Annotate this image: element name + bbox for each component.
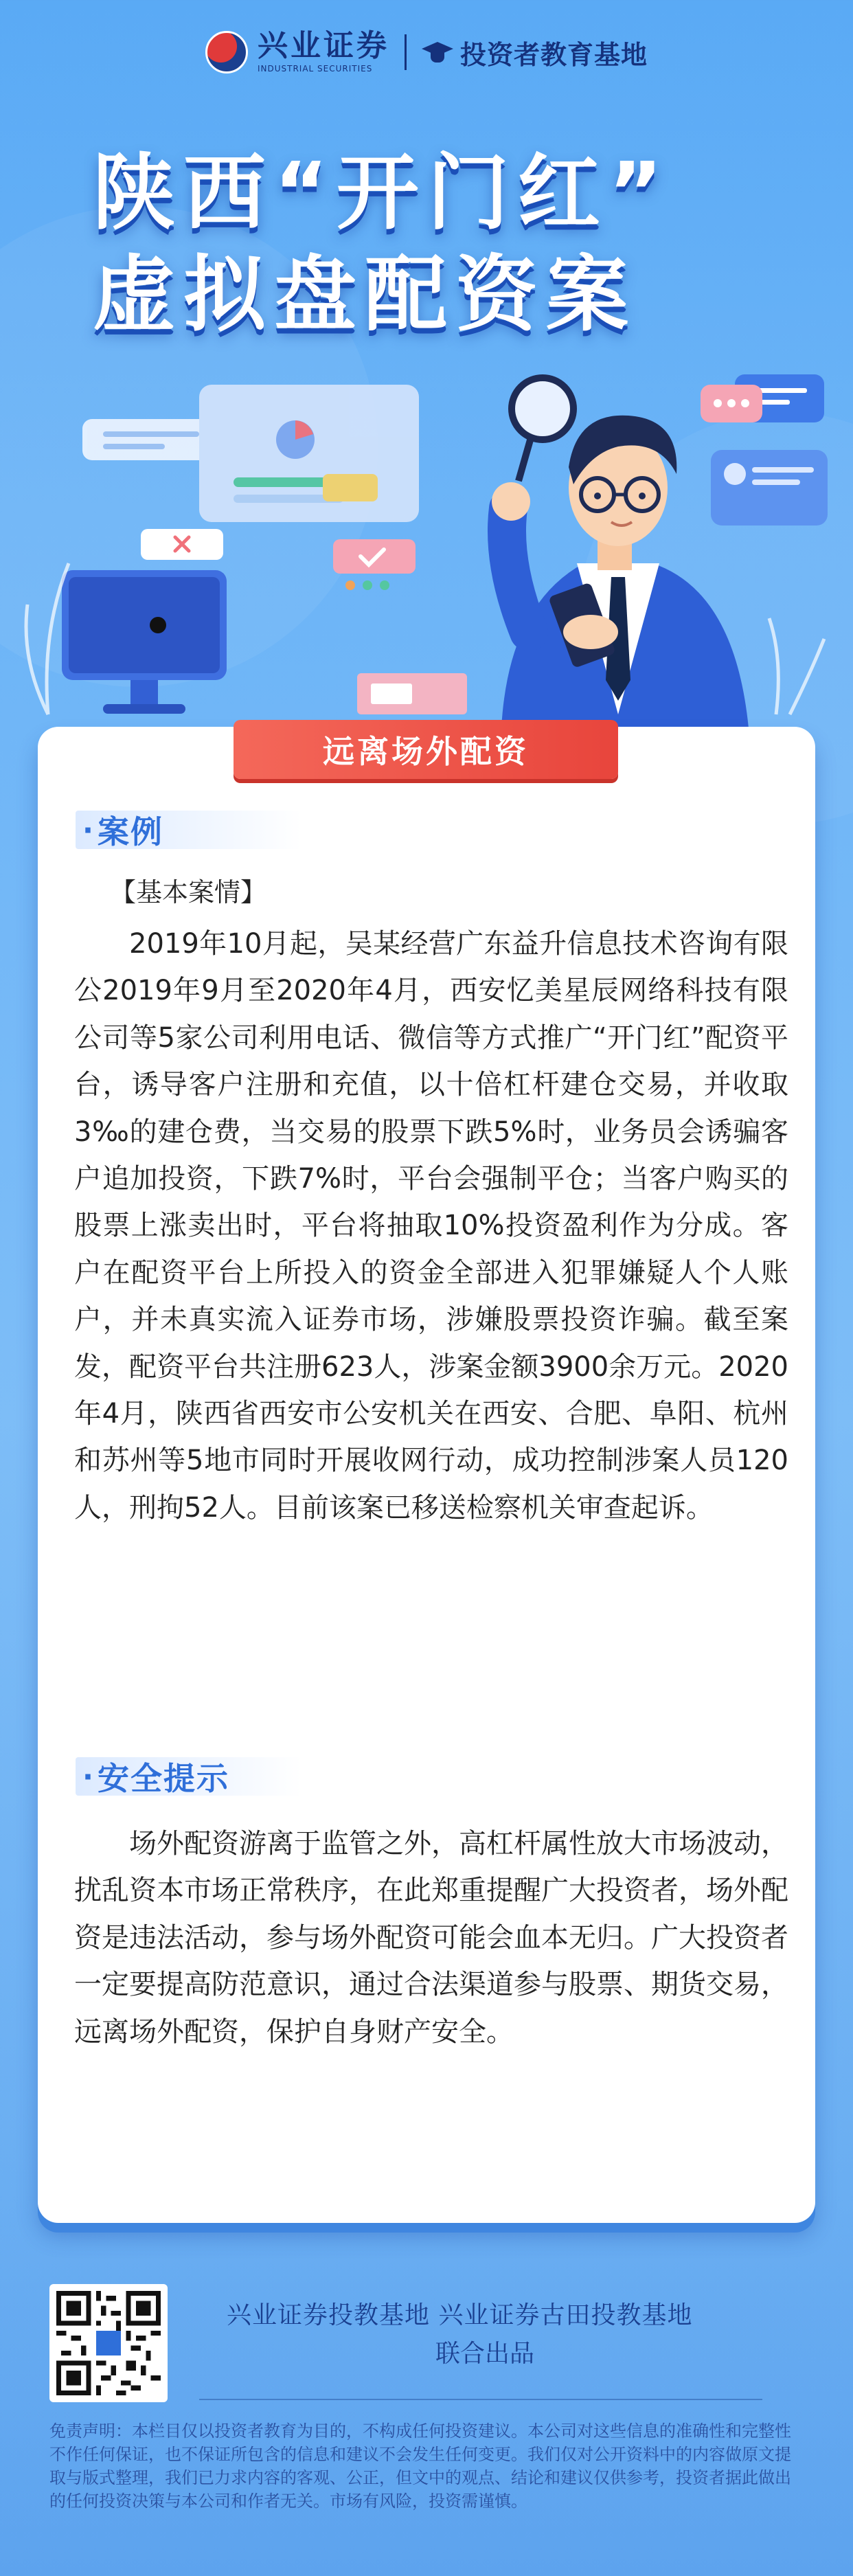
topic-banner xyxy=(234,720,618,779)
case-subheading: 【基本案情】 xyxy=(110,877,267,907)
joint-production-label: 联合出品 xyxy=(435,2340,534,2368)
tips-heading-text: 安全提示 xyxy=(97,1760,229,1797)
bullet-icon: · xyxy=(82,1759,93,1794)
footer-divider xyxy=(199,2399,762,2400)
hero-illustration xyxy=(0,357,853,728)
page-title-line1: 陕西“开门红” xyxy=(93,146,671,241)
education-base-name: 投资者教育基地 xyxy=(459,39,648,70)
brand xyxy=(205,28,389,74)
graduation-cap-icon xyxy=(422,41,453,64)
header xyxy=(0,28,853,74)
chat-bubble-icon xyxy=(701,374,828,526)
brand-name-en: INDUSTRIAL SECURITIES xyxy=(257,64,373,74)
tips-section-heading xyxy=(76,1757,302,1796)
education-base xyxy=(422,34,648,71)
disclaimer-text: 免责声明：本栏目仅以投资者教育为目的，不构成任何投资建议。本公司对这些信息的准确性和完整性不作任何保证，也不保证所包含的信息和建议不会发生任何变更。我们仅对公开资料中的内容做原文提取与版式整理，我们已力求内容的客观、公正，但文中的观点、结论和建议仅供参考，投资者据此做出的任何投资决策与本公司和作者无关。市场有风险，投资需谨慎。 xyxy=(49,2421,791,2511)
bullet-icon: · xyxy=(82,813,93,847)
page-title-line2: 虚拟盘配资案 xyxy=(93,247,637,343)
header-divider xyxy=(405,34,407,70)
dashboard-panel xyxy=(82,385,419,522)
topic-banner-text: 远离场外配资 xyxy=(323,733,529,770)
case-body-text: 2019年10月起，吴某经营广东益升信息技术咨询有限公2019年9月至2020年4月，西安忆美星辰网络科技有限公司等5家公司利用电话、微信等方式推广“开门红”配资平台，诱导客户注册和充值，以十倍杠杆建仓交易，并收取3‰的建仓费，当交易的股票下跌5%时，业务员会诱骗客户追加投资，下跌7%时，平台会强制平仓；当客户购买的股票上涨卖出时，平台将抽取10%投资盈利作为分成。客户在配资平台上所投入的资金全部进入犯罪嫌疑人个人账户，并未真实流入证券市场，涉嫌股票投资诈骗。截至案发，配资平台共注册623人，涉案金额3900余万元。2020年4月，陕西省西安市公安机关在西安、合肥、阜阳、杭州和苏州等5地市同时开展收网行动，成功控制涉案人员120人，刑拘52人。目前该案已移送检察机关审查起诉。 xyxy=(74,928,788,1524)
brand-name-cn: 兴业证券 xyxy=(257,28,389,63)
brand-logo-icon xyxy=(205,31,248,74)
tips-body-text: 场外配资游离于监管之外，高杠杆属性放大市场波动，扰乱资本市场正常秩序，在此郑重提醒广大投资者，场外配资是违法活动，参与场外配资可能会血本无归。广大投资者一定要提高防范意识，通过合法渠道参与股票、期货交易，远离场外配资，保护自身财产安全。 xyxy=(74,1828,788,2048)
case-section-heading xyxy=(76,811,302,849)
monitor-icon xyxy=(62,570,227,714)
brand-text xyxy=(257,28,389,74)
investor-person-illustration xyxy=(492,378,749,728)
case-heading-text: 案例 xyxy=(97,813,163,850)
publisher-names: 兴业证券投教基地 兴业证券古田投教基地 xyxy=(227,2301,693,2329)
